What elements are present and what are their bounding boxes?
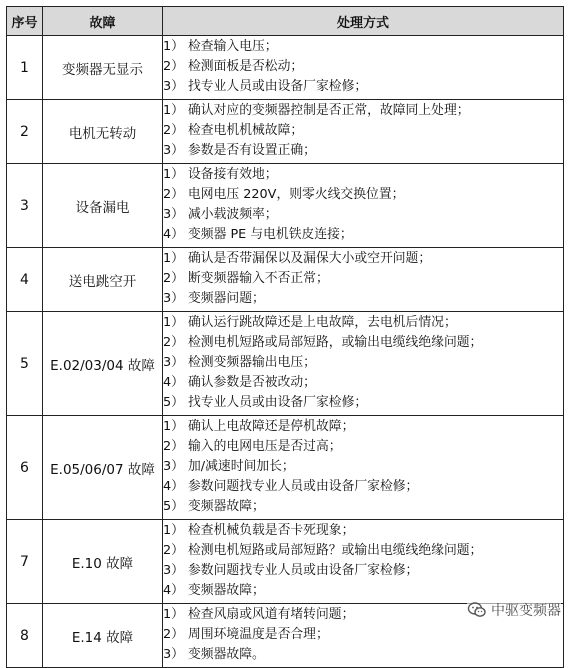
- fault-name: E.14 故障: [43, 604, 163, 668]
- row-number: 2: [7, 100, 43, 164]
- steps-list: [163, 164, 563, 247]
- list-item: 2） 检查电机机械故障；: [163, 123, 304, 138]
- header-no: 序号: [7, 7, 43, 36]
- list-item: 4） 确认参数是否被改动；: [163, 375, 316, 390]
- row-number: 3: [7, 164, 43, 248]
- table-row: [7, 100, 564, 164]
- steps-list: [163, 36, 563, 99]
- handling-steps: [163, 520, 564, 604]
- list-item: 2） 检测电机短路或局部短路？或输出电缆线绝缘问题；: [163, 543, 483, 558]
- list-item: 4） 变频器故障；: [163, 583, 265, 598]
- list-item: 5） 找专业人员或由设备厂家检修；: [163, 395, 368, 410]
- list-item: 3） 变频器故障。: [163, 647, 265, 662]
- list-item: 2） 检测电机短路或局部短路，或输出电缆线绝缘问题；: [163, 335, 483, 350]
- table-row: [7, 520, 564, 604]
- list-item: 3） 检测变频器输出电压；: [163, 355, 316, 370]
- list-item: 1） 检查风扇或风道有堵转问题；: [163, 607, 355, 622]
- fault-name: E.02/03/04 故障: [43, 312, 163, 416]
- steps-list: [163, 100, 563, 163]
- list-item: 1） 检查机械负载是否卡死现象；: [163, 523, 355, 538]
- table-row: [7, 416, 564, 520]
- table-row: [7, 248, 564, 312]
- list-item: 3） 找专业人员或由设备厂家检修；: [163, 79, 368, 94]
- header-row: [7, 7, 564, 36]
- fault-name: 设备漏电: [43, 164, 163, 248]
- fault-name: E.10 故障: [43, 520, 163, 604]
- wechat-icon: [467, 600, 487, 620]
- row-number: 6: [7, 416, 43, 520]
- fault-table: [6, 6, 564, 668]
- row-number: 1: [7, 36, 43, 100]
- steps-list: [163, 312, 563, 415]
- table-row: [7, 36, 564, 100]
- list-item: 4） 参数问题找专业人员或由设备厂家检修；: [163, 479, 419, 494]
- list-item: 3） 减小载波频率；: [163, 207, 278, 222]
- handling-steps: [163, 36, 564, 100]
- list-item: 2） 输入的电网电压是否过高；: [163, 439, 342, 454]
- handling-steps: [163, 312, 564, 416]
- list-item: 1） 确认运行跳故障还是上电故障，去电机后情况；: [163, 315, 457, 330]
- steps-list: [163, 416, 563, 519]
- table-row: [7, 312, 564, 416]
- steps-list: [163, 520, 563, 603]
- fault-name: 送电跳空开: [43, 248, 163, 312]
- list-item: 1） 检查输入电压；: [163, 39, 278, 54]
- handling-steps: [163, 100, 564, 164]
- handling-steps: [163, 164, 564, 248]
- row-number: 7: [7, 520, 43, 604]
- watermark-text: 中驱变频器: [491, 603, 561, 619]
- steps-list: [163, 248, 563, 311]
- fault-name: E.05/06/07 故障: [43, 416, 163, 520]
- list-item: 1） 确认是否带漏保以及漏保大小或空开问题；: [163, 251, 432, 266]
- list-item: 3） 变频器问题；: [163, 291, 265, 306]
- list-item: 2） 断变频器输入不否正常；: [163, 271, 329, 286]
- list-item: 1） 设备接有效地；: [163, 167, 278, 182]
- list-item: 4） 变频器 PE 与电机铁皮连接；: [163, 227, 353, 242]
- table-row: [7, 164, 564, 248]
- list-item: 2） 电网电压 220V，则零火线交换位置；: [163, 187, 405, 202]
- handling-steps: [163, 416, 564, 520]
- list-item: 5） 变频器故障；: [163, 499, 265, 514]
- list-item: 1） 确认上电故障还是停机故障；: [163, 419, 355, 434]
- fault-name: 电机无转动: [43, 100, 163, 164]
- header-handling: 处理方式: [163, 7, 564, 36]
- list-item: 2） 检测面板是否松动；: [163, 59, 304, 74]
- list-item: 3） 参数问题找专业人员或由设备厂家检修；: [163, 563, 419, 578]
- row-number: 5: [7, 312, 43, 416]
- list-item: 3） 参数是否有设置正确；: [163, 143, 316, 158]
- handling-steps: [163, 248, 564, 312]
- table-body: [7, 36, 564, 668]
- row-number: 8: [7, 604, 43, 668]
- watermark: [467, 600, 561, 620]
- row-number: 4: [7, 248, 43, 312]
- list-item: 2） 周围环境温度是否合理；: [163, 627, 329, 642]
- header-fault: 故障: [43, 7, 163, 36]
- list-item: 1） 确认对应的变频器控制是否正常，故障同上处理；: [163, 103, 470, 118]
- fault-name: 变频器无显示: [43, 36, 163, 100]
- list-item: 3） 加/减速时间加长；: [163, 459, 295, 474]
